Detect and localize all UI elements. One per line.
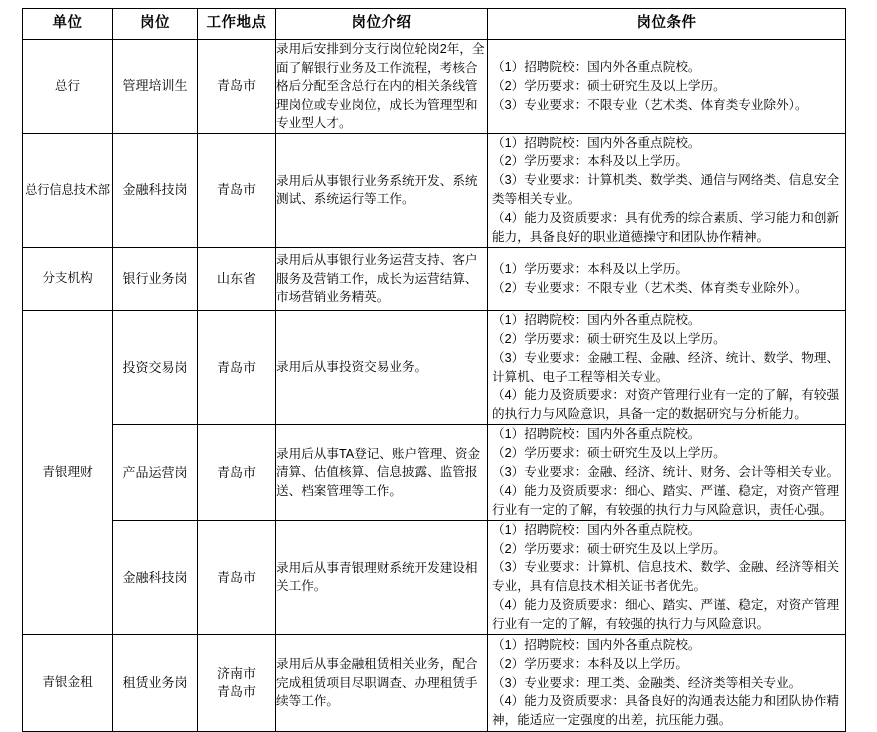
- table-row: [23, 40, 846, 134]
- introduction-text: 录用后安排到分支行岗位轮岗2年，全面了解银行业务及工作流程，考核合格后分配至含总行在内的相关条线管理岗位或专业岗位，成长为管理型和专业型人才。: [276, 42, 485, 130]
- introduction-text: 录用后从事金融租赁相关业务，配合完成租赁项目尽职调查、办理租赁手续等工作。: [276, 657, 478, 709]
- cell-conditions: [488, 520, 846, 634]
- condition-line: （4）能力及资质要求：具有优秀的综合素质、学习能力和创新能力，具备良好的职业道德操守和团队协作精神。: [492, 211, 840, 244]
- table-header: [23, 9, 846, 40]
- cell-location: 青岛市: [198, 133, 276, 247]
- condition-line: （1）招聘院校：国内外各重点院校。: [492, 427, 701, 442]
- condition-line: （1）招聘院校：国内外各重点院校。: [492, 59, 701, 74]
- table-row: [23, 133, 846, 247]
- condition-line: （3）专业要求：计算机类、数学类、通信与网络类、信息安全类等相关专业。: [492, 173, 840, 207]
- cell-position: 银行业务岗: [113, 247, 198, 310]
- recruitment-table-container: [22, 8, 845, 732]
- cell-unit: 总行信息技术部: [23, 133, 113, 247]
- cell-introduction: [276, 634, 488, 731]
- column-header-location: 工作地点: [198, 9, 276, 40]
- condition-line: （4）能力及资质要求：细心、踏实、严谨、稳定，对资产管理行业有一定的了解，有较强的执行力与风险意识。: [492, 598, 840, 632]
- cell-unit: 青银金租: [23, 634, 113, 731]
- introduction-text: 录用后从事青银理财系统开发建设相关工作。: [276, 560, 478, 594]
- cell-unit: 分支机构: [23, 247, 113, 310]
- cell-conditions: [488, 40, 846, 134]
- cell-position: 金融科技岗: [113, 133, 198, 247]
- column-header-position: 岗位: [113, 9, 198, 40]
- cell-introduction: [276, 40, 488, 134]
- cell-introduction: [276, 310, 488, 424]
- table-row: [23, 247, 846, 310]
- cell-position: 管理培训生: [113, 40, 198, 134]
- condition-line: （3）专业要求：理工类、金融类、经济类等相关专业。: [492, 675, 802, 690]
- table-row: [23, 425, 846, 520]
- condition-line: （1）招聘院校：国内外各重点院校。: [492, 312, 701, 327]
- introduction-text: 录用后从事投资交易业务。: [276, 360, 428, 375]
- condition-line: （4）能力及资质要求：对资产管理行业有一定的了解，有较强的执行力与风险意识，具备一定的数据研究与分析能力。: [492, 388, 840, 422]
- cell-location: 山东省: [198, 247, 276, 310]
- table-row: [23, 310, 846, 424]
- cell-introduction: [276, 247, 488, 310]
- column-header-conditions: 岗位条件: [488, 9, 846, 40]
- condition-line: （3）专业要求：计算机、信息技术、数学、金融、经济等相关专业，具有信息技术相关证书者优先。: [492, 560, 840, 594]
- cell-conditions: [488, 310, 846, 424]
- cell-location: [198, 634, 276, 731]
- column-header-introduction: 岗位介绍: [276, 9, 488, 40]
- condition-line: （3）专业要求：金融工程、金融、经济、统计、数学、物理、计算机、电子工程等相关专业。: [492, 350, 840, 384]
- cell-position: 投资交易岗: [113, 310, 198, 424]
- condition-line: （1）招聘院校：国内外各重点院校。: [492, 135, 701, 150]
- cell-location: 青岛市: [198, 425, 276, 520]
- condition-line: （1）招聘院校：国内外各重点院校。: [492, 637, 701, 652]
- condition-line: （4）能力及资质要求：具备良好的沟通表达能力和团队协作精神，能适应一定强度的出差，抗压能力强。: [492, 694, 840, 728]
- cell-conditions: [488, 247, 846, 310]
- condition-line: （1）招聘院校：国内外各重点院校。: [492, 522, 701, 537]
- condition-line: （2）专业要求：不限专业（艺术类、体育类专业除外）。: [492, 280, 808, 295]
- cell-unit: 青银理财: [23, 310, 113, 634]
- condition-line: （2）学历要求：硕士研究生及以上学历。: [492, 446, 726, 461]
- cell-position: 金融科技岗: [113, 520, 198, 634]
- table-body: [23, 40, 846, 732]
- cell-conditions: [488, 425, 846, 520]
- location-line-2: 青岛市: [216, 683, 256, 699]
- recruitment-table: [22, 8, 846, 732]
- cell-introduction: [276, 520, 488, 634]
- location-line-1: 济南市: [216, 666, 256, 682]
- introduction-text: 录用后从事TA登记、账户管理、资金清算、估值核算、信息披露、监管报送、档案管理等工作。: [276, 446, 481, 498]
- cell-conditions: [488, 133, 846, 247]
- condition-line: （2）学历要求：本科及以上学历。: [492, 154, 688, 169]
- cell-location: 青岛市: [198, 40, 276, 134]
- condition-line: （2）学历要求：硕士研究生及以上学历。: [492, 331, 726, 346]
- cell-introduction: [276, 133, 488, 247]
- cell-position: 产品运营岗: [113, 425, 198, 520]
- cell-location: 青岛市: [198, 310, 276, 424]
- table-header-row: [23, 9, 846, 40]
- column-header-unit: 单位: [23, 9, 113, 40]
- condition-line: （2）学历要求：本科及以上学历。: [492, 656, 688, 671]
- table-row: [23, 634, 846, 731]
- cell-conditions: [488, 634, 846, 731]
- cell-unit: 总行: [23, 40, 113, 134]
- cell-location: 青岛市: [198, 520, 276, 634]
- table-row: [23, 520, 846, 634]
- condition-line: （2）学历要求：硕士研究生及以上学历。: [492, 78, 726, 93]
- condition-line: （4）能力及资质要求：细心、踏实、严谨、稳定，对资产管理行业有一定的了解，有较强的执行力与风险意识，责任心强。: [492, 483, 840, 517]
- cell-introduction: [276, 425, 488, 520]
- condition-line: （3）专业要求：金融、经济、统计、财务、会计等相关专业。: [492, 464, 840, 479]
- condition-line: （1）学历要求：本科及以上学历。: [492, 261, 688, 276]
- condition-line: （2）学历要求：硕士研究生及以上学历。: [492, 541, 726, 556]
- introduction-text: 录用后从事银行业务运营支持、客户服务及营销工作，成长为运营结算、市场营销业务精英。: [276, 253, 478, 305]
- condition-line: （3）专业要求：不限专业（艺术类、体育类专业除外）。: [492, 97, 808, 112]
- introduction-text: 录用后从事银行业务系统开发、系统测试、系统运行等工作。: [276, 173, 478, 207]
- cell-position: 租赁业务岗: [113, 634, 198, 731]
